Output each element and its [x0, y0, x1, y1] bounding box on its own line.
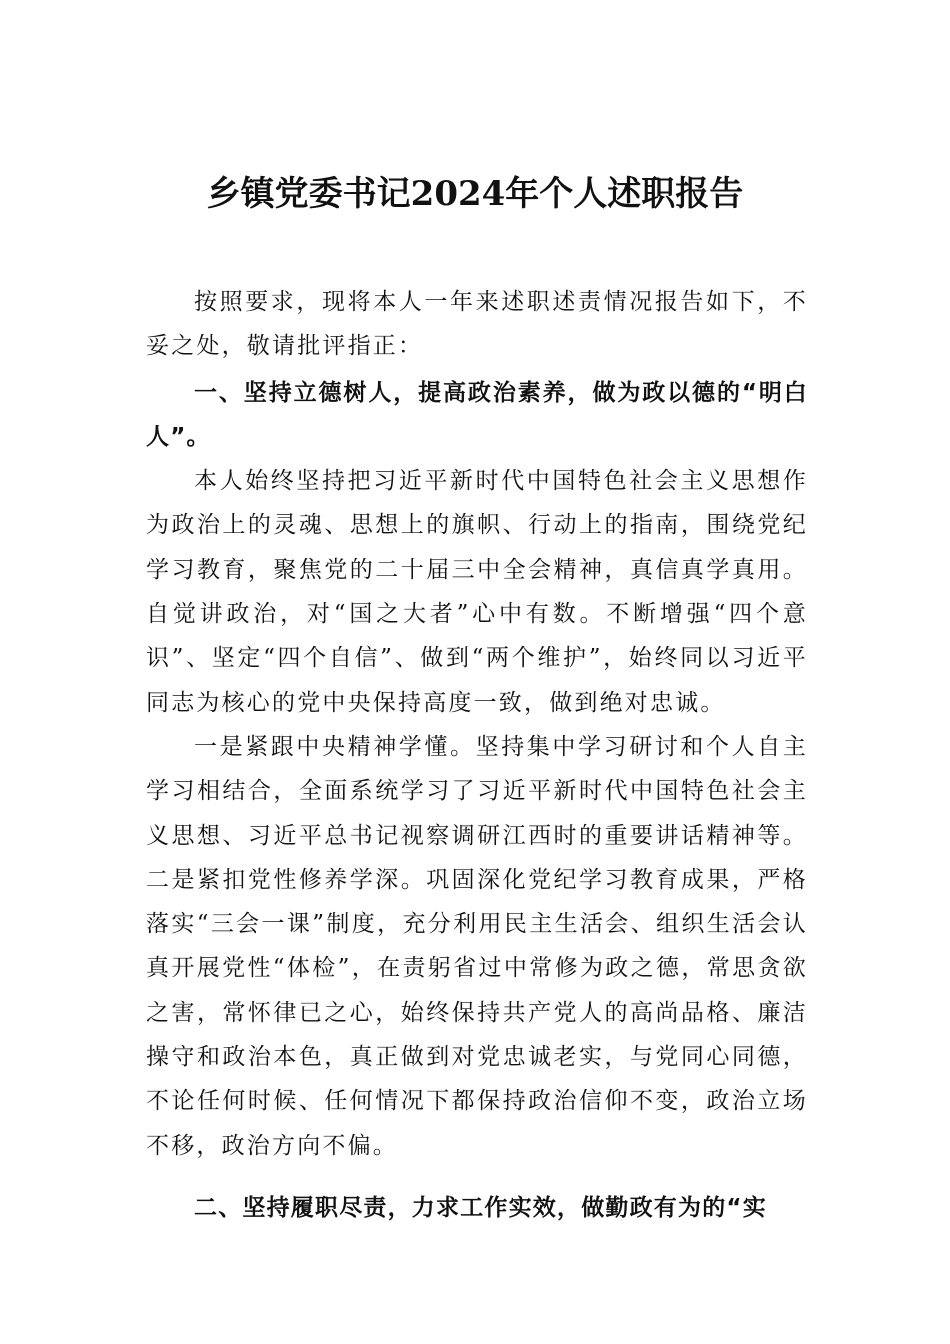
body-paragraph-1: 本人始终坚持把习近平新时代中国特色社会主义思想作为政治上的灵魂、思想上的旗帜、行动上的指南，围绕党纪学习教育，聚焦党的二十届三中全会精神，真信真学真用。自觉讲政治，对“国之大者”心中有数。不断增强“四个意识”、坚定“四个自信”、做到“两个维护”，始终同以习近平同志为核心的党中央保持高度一致，做到绝对忠诚。 — [146, 468, 808, 716]
section-heading-2: 二、坚持履职尽责，力求工作实效，做勤政有为的“实 — [194, 1194, 767, 1221]
body-paragraph-2: 一是紧跟中央精神学懂。坚持集中学习研讨和个人自主学习相结合，全面系统学习了习近平新时代中国特色社会主义思想、习近平总书记视察调研江西时的重要讲话精神等。二是紧扣党性修养学深。巩固深化党纪学习教育成果，严格落实“三会一课”制度，充分利用民主生活会、组织生活会认真开展党性“体检”，在责躬省过中常修为政之德，常思贪欲之害，常怀律已之心，始终保持共产党人的高尚品格、廉洁操守和政治本色，真正做到对党忠诚老实，与党同心同德，不论任何时候、任何情况下都保持政治信仰不变，政治立场不移，政治方向不偏。 — [146, 733, 808, 1159]
intro-paragraph: 按照要求，现将本人一年来述职述责情况报告如下，不妥之处，敬请批评指正： — [146, 289, 808, 360]
section-heading-1: 一、坚持立德树人，提高政治素养，做为政以德的“明白人”。 — [146, 379, 808, 450]
document-body — [146, 280, 808, 1230]
document-title: 乡镇党委书记2024年个人述职报告 — [206, 174, 744, 214]
